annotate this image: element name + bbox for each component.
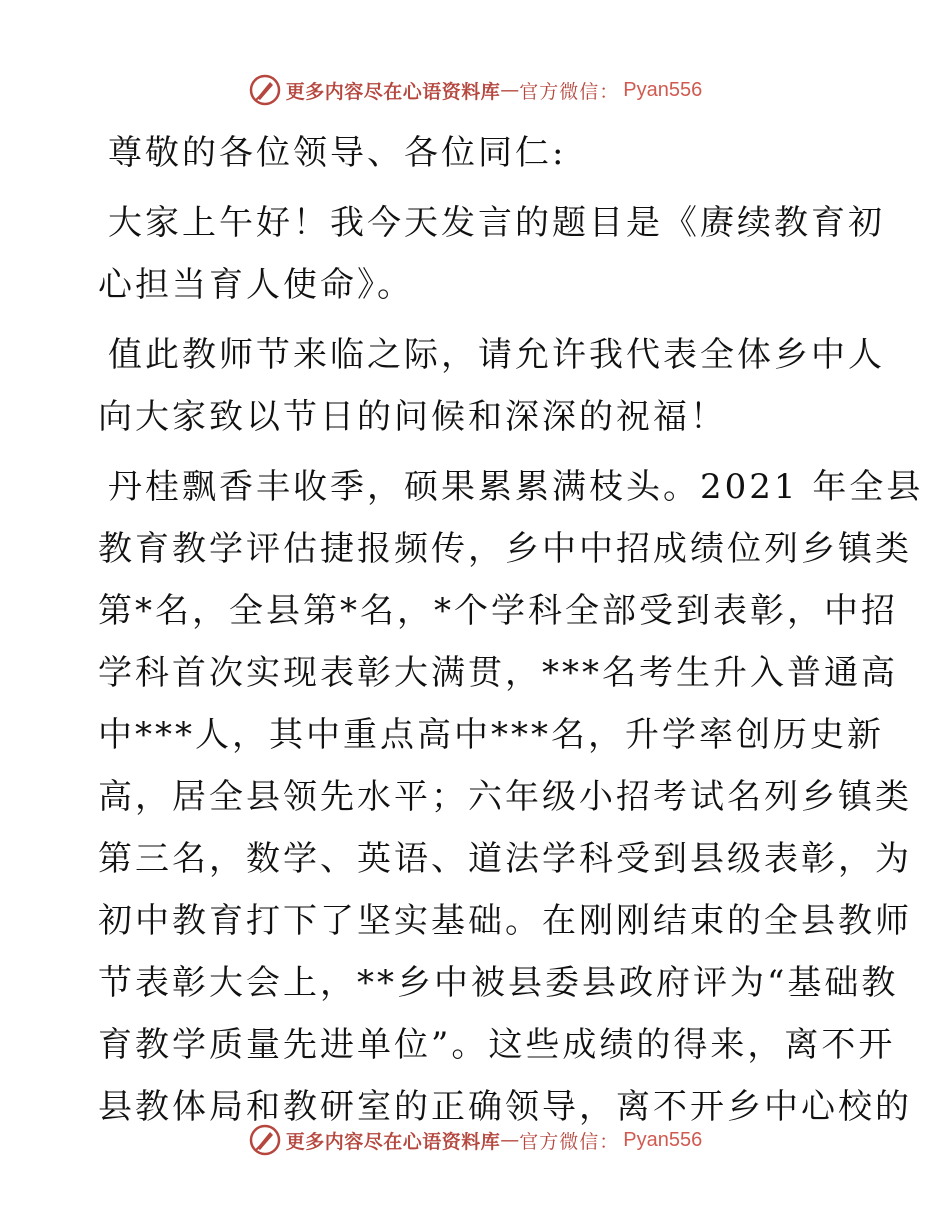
watermark-footer [0,1120,950,1160]
text-line: 中***人，其中重点高中***名，升学率创历史新 [98,715,884,755]
watermark-header [0,70,950,110]
text-line: 县教体局和教研室的正确领导，离不开乡中心校的 [98,1087,912,1127]
achievements-paragraph [98,456,924,1138]
text-line: 向大家致以节日的问候和深深的祝福！ [98,397,727,437]
document-body [98,122,924,1146]
salutation-paragraph [98,122,850,184]
text-line: 学科首次实现表彰大满贯，***名考生升入普通高 [98,653,898,693]
text-line: 初中教育打下了坚实基础。在刚刚结束的全县教师 [98,901,912,941]
watermark-brand: 更多内容尽在心语资料库 [285,1130,501,1153]
text-line: 教育教学评估捷报频传，乡中中招成绩位列乡镇类 [98,529,912,569]
text-line: 节表彰大会上，**乡中被县委县政府评为“基础教 [98,963,899,1003]
text-line: 高，居全县领先水平；六年级小招考试名列乡镇类 [98,777,912,817]
topic-paragraph [98,192,885,316]
text-line: 大家上午好！我今天发言的题目是《赓续教育初 [108,203,885,243]
text-line: 第三名，数学、英语、道法学科受到县级表彰，为 [98,839,912,879]
text-line: 育教学质量先进单位”。这些成绩的得来，离不开 [98,1025,896,1065]
text-line: 心担当育人使命》。 [98,265,414,305]
quill-logo-icon [248,73,282,107]
watermark-wechat-id: Pyan556 [623,1128,703,1151]
greeting-paragraph [98,324,885,448]
text-line: 尊敬的各位领导、各位同仁: [108,133,567,173]
watermark-official-label: 官方微信： [519,1130,620,1153]
text-line: 丹桂飘香丰收季，硕果累累满枝头。2021 年全县 [108,467,924,507]
watermark-brand: 更多内容尽在心语资料库 [285,80,501,103]
watermark-dash: — [500,79,520,101]
watermark-official-label: 官方微信： [519,80,620,103]
text-line: 值此教师节来临之际，请允许我代表全体乡中人 [108,335,885,375]
watermark-dash: — [500,1129,520,1151]
text-line: 第*名，全县第*名，*个学科全部受到表彰，中招 [98,591,898,631]
quill-logo-icon [248,1123,282,1157]
watermark-wechat-id: Pyan556 [623,78,703,101]
